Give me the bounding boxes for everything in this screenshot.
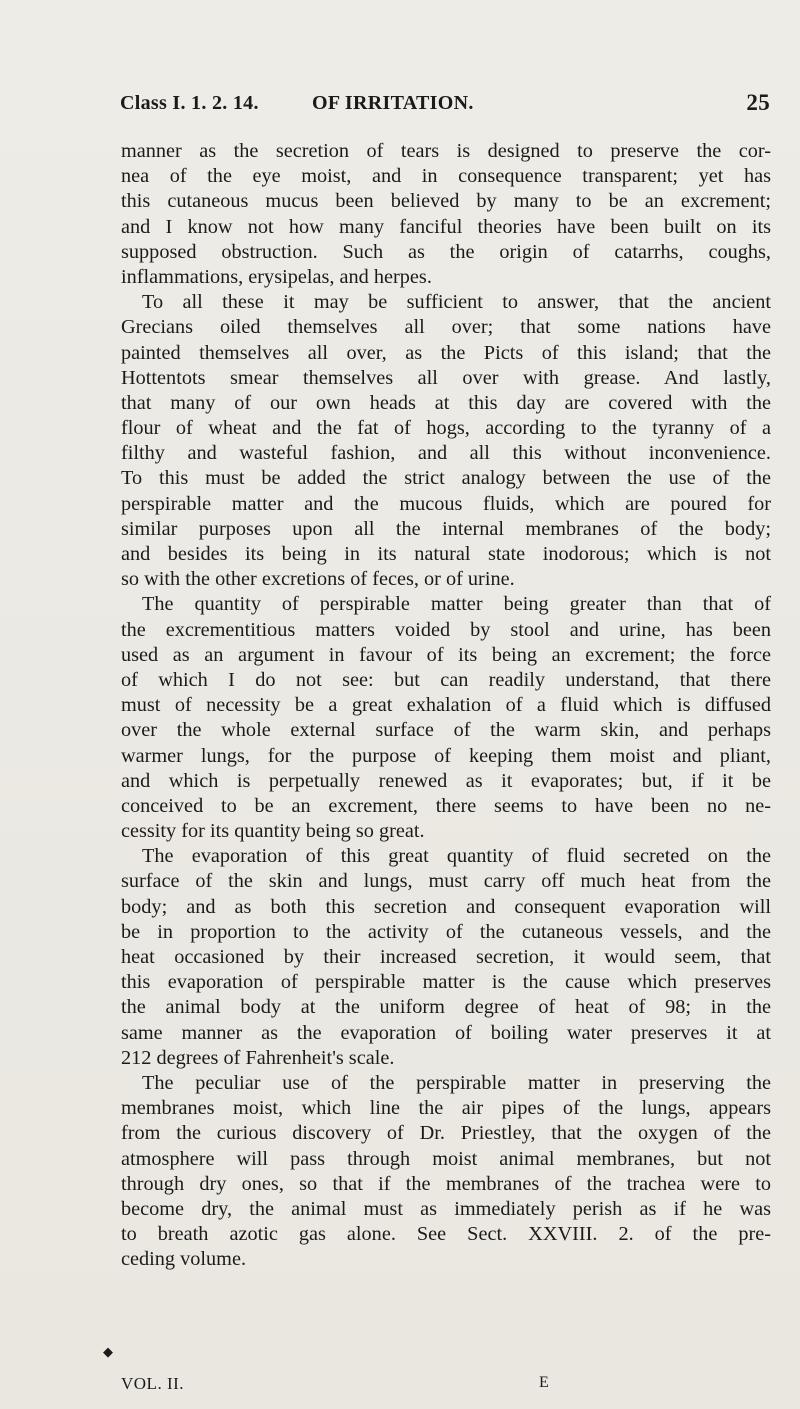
text-line: membranes moist, which line the air pipes of the lungs, appears bbox=[121, 1097, 771, 1120]
page-footer bbox=[121, 1374, 771, 1398]
text-line: The peculiar use of the perspirable matter in preserving the bbox=[142, 1071, 771, 1094]
text-line: and I know not how many fanciful theories have been built on its bbox=[121, 215, 771, 238]
text-line: to breath azotic gas alone. See Sect. XXVIII. 2. of the pre- bbox=[121, 1223, 771, 1246]
text-line: through dry ones, so that if the membranes of the trachea were to bbox=[121, 1172, 771, 1195]
text-line: over the whole external surface of the warm skin, and perhaps bbox=[121, 719, 771, 742]
text-line: similar purposes upon all the internal membranes of the body; bbox=[121, 517, 771, 540]
text-line: heat occasioned by their increased secretion, it would seem, that bbox=[121, 946, 771, 968]
running-head bbox=[120, 92, 770, 122]
text-line: atmosphere will pass through moist animal membranes, but not bbox=[121, 1147, 771, 1170]
text-line: manner as the secretion of tears is designed to preserve the cor- bbox=[121, 140, 771, 162]
text-line: Hottentots smear themselves all over with grease. And lastly, bbox=[121, 366, 771, 389]
text-line: of which I do not see: but can readily understand, that there bbox=[121, 668, 771, 691]
class-reference: Class I. 1. 2. 14. bbox=[120, 92, 259, 114]
text-line: To this must be added the strict analogy between the use of the bbox=[121, 467, 771, 490]
text-line: filthy and wasteful fashion, and all this without inconvenience. bbox=[121, 442, 771, 465]
text-line: from the curious discovery of Dr. Priestley, that the oxygen of the bbox=[121, 1122, 771, 1145]
text-line: The evaporation of this great quantity of fluid secreted on the bbox=[142, 845, 771, 868]
volume-label: VOL. II. bbox=[121, 1374, 185, 1393]
text-line: this cutaneous mucus been believed by many to be an excrement; bbox=[121, 190, 771, 213]
text-line: and besides its being in its natural state inodorous; which is not bbox=[121, 543, 771, 565]
text-line: conceived to be an excrement, there seems to have been no ne- bbox=[121, 794, 771, 817]
signature-mark: E bbox=[539, 1374, 550, 1391]
text-line: that many of our own heads at this day are covered with the bbox=[121, 391, 771, 414]
text-line: warmer lungs, for the purpose of keeping them moist and pliant, bbox=[121, 744, 771, 767]
text-line: same manner as the evaporation of boiling water preserves it at bbox=[121, 1021, 771, 1044]
text-line: painted themselves all over, as the Picts of this island; that the bbox=[121, 341, 771, 364]
text-line: the excrementitious matters voided by stool and urine, has been bbox=[121, 618, 771, 641]
text-line: cessity for its quantity being so great. bbox=[121, 820, 425, 843]
text-line: inflammations, erysipelas, and herpes. bbox=[121, 265, 432, 288]
text-line: perspirable matter and the mucous fluids, which are poured for bbox=[121, 492, 771, 515]
text-line: the animal body at the uniform degree of heat of 98; in the bbox=[121, 996, 771, 1019]
text-line: nea of the eye moist, and in consequence transparent; yet has bbox=[121, 165, 771, 188]
chapter-title: OF IRRITATION. bbox=[312, 92, 474, 114]
text-line: so with the other excretions of feces, or of urine. bbox=[121, 568, 515, 591]
text-line: 212 degrees of Fahrenheit's scale. bbox=[121, 1046, 395, 1069]
text-line: must of necessity be a great exhalation of a fluid which is diffused bbox=[121, 694, 771, 717]
text-line: supposed obstruction. Such as the origin of catarrhs, coughs, bbox=[121, 240, 771, 263]
text-line: surface of the skin and lungs, must carry off much heat from the bbox=[121, 870, 771, 893]
text-line: body; and as both this secretion and consequent evaporation will bbox=[121, 895, 771, 918]
ink-mark-icon: ◆ bbox=[103, 1344, 113, 1359]
page-number: 25 bbox=[746, 90, 770, 115]
text-line: To all these it may be sufficient to answer, that the ancient bbox=[142, 291, 771, 314]
text-line: The quantity of perspirable matter being greater than that of bbox=[142, 593, 771, 616]
text-line: flour of wheat and the fat of hogs, according to the tyranny of a bbox=[121, 417, 771, 440]
text-line: and which is perpetually renewed as it evaporates; but, if it be bbox=[121, 769, 771, 792]
text-line: become dry, the animal must as immediately perish as if he was bbox=[121, 1197, 771, 1220]
text-line: used as an argument in favour of its being an excrement; the force bbox=[121, 643, 771, 666]
text-line: this evaporation of perspirable matter is the cause which preserves bbox=[121, 971, 771, 994]
text-line: ceding volume. bbox=[121, 1248, 247, 1271]
text-line: be in proportion to the activity of the cutaneous vessels, and the bbox=[121, 920, 771, 943]
text-line: Grecians oiled themselves all over; that some nations have bbox=[121, 316, 771, 339]
body-text bbox=[121, 139, 771, 1272]
